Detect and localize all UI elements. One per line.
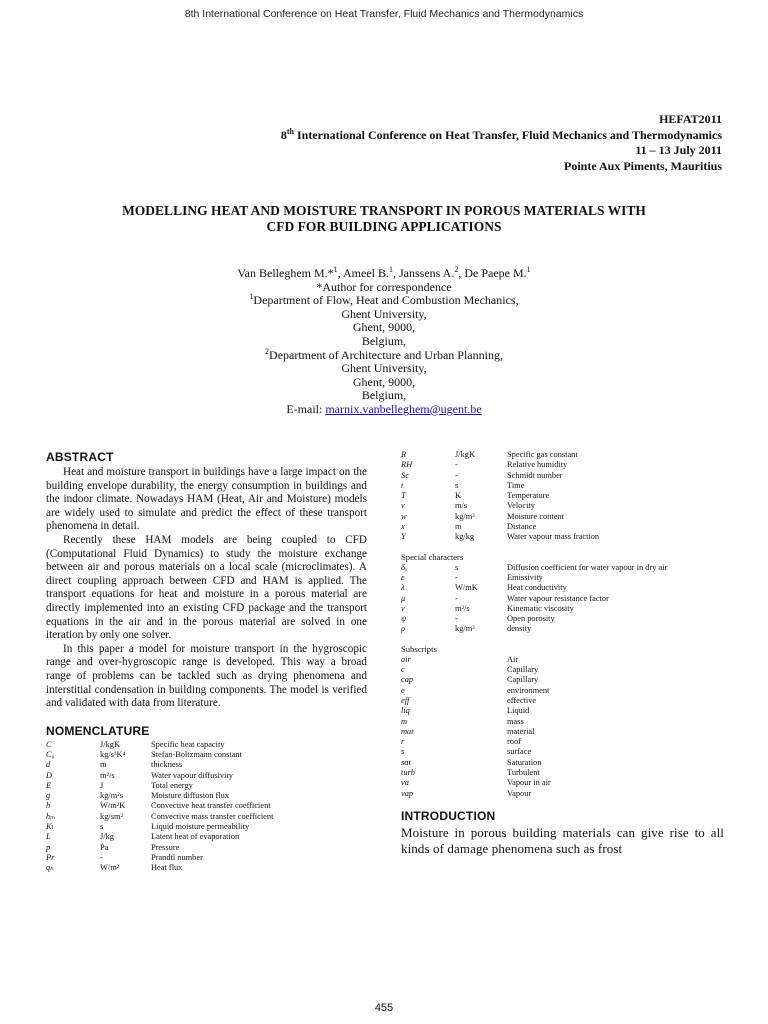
nomenclature-symbol: qₕ: [46, 863, 54, 873]
nomenclature-desc: Diffusion coefficient for water vapour in dry air: [507, 562, 668, 572]
nomenclature-desc: environment: [507, 685, 550, 695]
nomenclature-row: [401, 706, 724, 716]
nomenclature-desc: density: [507, 624, 532, 634]
nomenclature-unit: [455, 768, 507, 778]
nomenclature-desc: material: [507, 726, 535, 736]
nomenclature-unit: W/mK: [455, 583, 478, 593]
nomenclature-desc: Convective heat transfer coefficient: [151, 801, 271, 811]
nomenclature-unit: [455, 789, 507, 799]
nomenclature-desc: Prandtl number: [151, 852, 203, 862]
nomenclature-symbol: C₀: [46, 749, 55, 759]
nomenclature-unit: W/m²: [100, 863, 120, 873]
nomenclature-row: [401, 594, 724, 604]
nomenclature-row: [401, 614, 724, 624]
nomenclature-row: [401, 696, 724, 706]
nomenclature-row: [401, 655, 724, 665]
nomenclature-desc: Vapour in air: [507, 778, 551, 788]
nomenclature-symbol: δₐ: [401, 562, 408, 572]
nomenclature-symbol: T: [401, 491, 406, 501]
email-line: E-mail: marnix.vanbelleghem@ugent.be: [286, 401, 482, 416]
email-link[interactable]: marnix.vanbelleghem@ugent.be: [325, 401, 482, 416]
nomenclature-row: [401, 471, 724, 481]
nomenclature-unit: kg/m³: [455, 624, 475, 634]
affiliation-2-department: $^2$Department of Architecture and Urban Planning,: [265, 346, 503, 362]
nomenclature-unit: J/kg: [100, 832, 114, 842]
nomenclature-symbol: x: [401, 522, 405, 532]
nomenclature-unit: Pa: [100, 842, 109, 852]
nomenclature-row: [46, 832, 367, 842]
nomenclature-symbol: s: [401, 747, 405, 757]
nomenclature-desc: Specific gas constant: [507, 450, 578, 459]
nomenclature-row: [401, 450, 724, 460]
nomenclature-unit: kg/kg: [455, 532, 475, 542]
running-header: 8th International Conference on Heat Transfer, Fluid Mechanics and Thermodynamics: [184, 8, 584, 20]
nomenclature-table-left: [46, 740, 367, 874]
nomenclature-symbol: vap: [401, 788, 414, 798]
nomenclature-row: [401, 501, 724, 511]
nomenclature-desc: Open porosity: [507, 614, 555, 624]
nomenclature-unit: K: [455, 491, 462, 501]
nomenclature-desc: Water vapour diffusivity: [151, 770, 233, 780]
nomenclature-desc: Velocity: [507, 501, 535, 511]
nomenclature-desc: Heat conductivity: [507, 583, 567, 593]
nomenclature-symbol: ρ: [401, 624, 406, 634]
nomenclature-desc: Convective mass transfer coefficient: [151, 811, 274, 821]
nomenclature-desc: Liquid moisture permeability: [151, 822, 250, 832]
nomenclature-symbol: cap: [401, 675, 414, 685]
nomenclature-symbol: c: [401, 665, 405, 675]
nomenclature-desc: Moisture content: [507, 511, 564, 521]
nomenclature-symbol: sat: [401, 757, 411, 767]
nomenclature-unit: [455, 758, 507, 768]
nomenclature-desc: Schmidt number: [507, 470, 563, 480]
nomenclature-symbol: μ: [401, 593, 406, 603]
affiliation-1-university: Ghent University,: [341, 306, 427, 321]
nomenclature-symbol: g: [46, 791, 51, 801]
nomenclature-desc: Air: [507, 654, 519, 664]
nomenclature-unit: W/m²K: [100, 801, 126, 811]
nomenclature-row: [401, 758, 724, 768]
left-column: [46, 450, 367, 874]
nomenclature-unit: [455, 696, 507, 706]
nomenclature-desc: Turbulent: [507, 768, 540, 778]
nomenclature-row: [46, 760, 367, 770]
author-separator: ,: [337, 266, 343, 280]
abstract-paragraph-3: In this paper a model for moisture transport in the hygroscopic range and over-hygroscopic range is developed. This way a broad range of problems can be tackled such as drying phenomena and interstitial condensation in building components. The model is verified and validated with data from literature.: [46, 642, 367, 710]
nomenclature-desc: Capillary: [507, 675, 539, 685]
nomenclature-unit: kg/m²s: [100, 791, 123, 801]
abstract-paragraph-1: Heat and moisture transport in buildings have a large impact on the building envelope durability, the energy consumption in buildings and the indoor climate. Nowadays HAM (Heat, Air and Moisture) models are widely used to simulate and predict the effect of these transport phenomena in detail.: [46, 466, 367, 533]
nomenclature-desc: Specific heat capacity: [151, 739, 225, 749]
nomenclature-row: [401, 563, 724, 573]
nomenclature-row: [46, 812, 367, 822]
affiliation-2-city: Ghent, 9000,: [352, 374, 416, 389]
nomenclature-desc: Temperature: [507, 491, 550, 501]
nomenclature-symbol: r: [401, 737, 405, 747]
page-number: 455: [374, 1002, 394, 1014]
conference-info: [281, 112, 722, 174]
nomenclature-unit: kg/sm²: [100, 811, 123, 821]
conference-name: 8th International Conference on Heat Transfer, Fluid Mechanics and Thermodynamics: [280, 126, 722, 142]
author-affiliation-mark: 1: [389, 265, 393, 274]
introduction-heading: INTRODUCTION: [401, 808, 496, 823]
nomenclature-row: [401, 737, 724, 747]
nomenclature-unit: [455, 655, 507, 665]
nomenclature-row: [401, 573, 724, 583]
nomenclature-unit: [455, 737, 507, 747]
subscripts-heading: Subscripts: [401, 643, 437, 654]
author-separator: ,: [393, 266, 399, 280]
nomenclature-desc: Latent heat of evaporation: [151, 832, 240, 842]
nomenclature-desc: Water vapour mass fraction: [507, 532, 600, 542]
nomenclature-desc: mass: [507, 716, 524, 726]
nomenclature-desc: effective: [507, 695, 537, 705]
nomenclature-desc: roof: [507, 737, 521, 747]
nomenclature-symbol: air: [401, 654, 411, 664]
nomenclature-row: [401, 491, 724, 501]
author-name: Janssens A.: [399, 266, 455, 280]
nomenclature-unit: [455, 706, 507, 716]
nomenclature-desc: Kinematic viscosity: [507, 603, 574, 613]
affiliation-1-city: Ghent, 9000,: [352, 320, 416, 335]
special-characters-heading: Special characters: [401, 551, 464, 562]
nomenclature-symbol: ν: [401, 603, 405, 613]
affiliation-1-country: Belgium,: [361, 333, 407, 348]
correspondence-note: *Author for correspondence: [316, 279, 452, 294]
nomenclature-unit: [455, 747, 507, 757]
nomenclature-unit: s: [455, 562, 459, 572]
nomenclature-row: [401, 481, 724, 491]
nomenclature-symbol: Y: [401, 532, 406, 542]
nomenclature-unit: -: [100, 852, 103, 862]
nomenclature-symbol: va: [401, 778, 409, 788]
nomenclature-symbol: RH: [401, 460, 413, 470]
introduction-paragraph: Moisture in porous building materials can give rise to all kinds of damage phenomena such as frost: [401, 824, 724, 857]
nomenclature-symbol: ε: [401, 572, 405, 582]
affiliation-2-country: Belgium,: [361, 388, 407, 403]
paper-title: MODELLING HEAT AND MOISTURE TRANSPORT IN POROUS MATERIALS WITH CFD FOR BUILDING APPLICATIONS: [122, 203, 646, 234]
nomenclature-row: [46, 843, 367, 853]
nomenclature-row: [46, 853, 367, 863]
right-column: [401, 450, 724, 858]
nomenclature-desc: Time: [507, 480, 525, 490]
nomenclature-row: [46, 740, 367, 750]
nomenclature-row: [46, 781, 367, 791]
nomenclature-symbol: Kₗ: [46, 822, 54, 832]
nomenclature-unit: s: [100, 822, 104, 832]
nomenclature-symbol: E: [46, 780, 52, 790]
author-separator: ,: [458, 266, 465, 280]
nomenclature-symbol: w: [401, 511, 407, 521]
nomenclature-symbol: d: [46, 760, 51, 770]
nomenclature-symbol: D: [46, 770, 53, 780]
nomenclature-row: [401, 727, 724, 737]
nomenclature-row: [401, 532, 724, 542]
nomenclature-unit: m/s: [455, 501, 468, 511]
nomenclature-symbol: e: [401, 685, 405, 695]
author-name: De Paepe M.: [464, 266, 527, 280]
abstract-heading: ABSTRACT: [46, 450, 114, 464]
author-list: [84, 267, 684, 281]
nomenclature-table-right: [401, 450, 724, 543]
nomenclature-row: [401, 665, 724, 675]
nomenclature-unit: -: [455, 470, 458, 480]
nomenclature-row: [401, 624, 724, 634]
nomenclature-unit: [455, 665, 507, 675]
nomenclature-row: [401, 604, 724, 614]
nomenclature-desc: Water vapour resistance factor: [507, 593, 609, 603]
author-name: Van Belleghem M.*: [237, 266, 334, 280]
nomenclature-desc: Vapour: [507, 788, 532, 798]
nomenclature-unit: -: [455, 572, 458, 582]
nomenclature-symbol: λ: [401, 583, 405, 593]
nomenclature-unit: J/kgK: [455, 450, 476, 459]
nomenclature-unit: -: [455, 460, 458, 470]
nomenclature-row: [46, 863, 367, 873]
nomenclature-symbol: p: [46, 842, 51, 852]
nomenclature-desc: Moisture diffusion flux: [151, 791, 230, 801]
nomenclature-unit: m: [100, 760, 107, 770]
nomenclature-unit: -: [455, 614, 458, 624]
nomenclature-desc: surface: [507, 747, 532, 757]
nomenclature-unit: m: [455, 522, 462, 532]
affiliation-1-department: $^1$Department of Flow, Heat and Combustion Mechanics,: [249, 292, 519, 308]
nomenclature-row: [401, 522, 724, 532]
nomenclature-symbol: liq: [401, 706, 410, 716]
nomenclature-desc: Distance: [507, 522, 537, 532]
author-affiliation-mark: 1: [333, 265, 338, 274]
nomenclature-desc: Pressure: [151, 842, 180, 852]
author-block: [84, 267, 684, 417]
nomenclature-row: [401, 675, 724, 685]
nomenclature-desc: Total energy: [151, 780, 193, 790]
nomenclature-unit: [455, 727, 507, 737]
nomenclature-symbol: L: [46, 832, 51, 842]
nomenclature-unit: [455, 717, 507, 727]
nomenclature-unit: -: [455, 593, 458, 603]
nomenclature-row: [401, 747, 724, 757]
nomenclature-unit: kg/m³: [455, 511, 475, 521]
nomenclature-row: [401, 789, 724, 799]
nomenclature-heading: NOMENCLATURE: [46, 723, 150, 738]
affiliation-2-university: Ghent University,: [341, 361, 427, 376]
nomenclature-row: [401, 512, 724, 522]
conference-acronym: HEFAT2011: [659, 112, 722, 126]
conference-dates: 11 – 13 July 2011: [635, 143, 722, 157]
nomenclature-row: [401, 583, 724, 593]
nomenclature-symbol: R: [401, 450, 407, 459]
nomenclature-row: [46, 750, 367, 760]
subscripts-table: [401, 655, 724, 799]
nomenclature-row: [401, 768, 724, 778]
nomenclature-row: [46, 771, 367, 781]
abstract-paragraph-2: Recently these HAM models are being coupled to CFD (Computational Fluid Dynamics) to study the moisture exchange between air and porous materials on a local scale (microclimates). A direct coupling approach between CFD and HAM is applied. The transport equations for heat and moisture in a porous material are directly implemented into an existing CFD package and the transport equations in the air and in the porous material are solved in one iteration by only one solver.: [46, 533, 367, 642]
nomenclature-symbol: t: [401, 480, 404, 490]
nomenclature-row: [401, 778, 724, 788]
nomenclature-symbol: mat: [401, 726, 414, 736]
author-name: Ameel B.: [343, 266, 389, 280]
nomenclature-desc: Stefan-Boltzmann constant: [151, 749, 242, 759]
nomenclature-desc: thickness: [151, 760, 183, 770]
nomenclature-unit: s: [455, 480, 459, 490]
special-characters-table: [401, 563, 724, 635]
conference-location: Pointe Aux Piments, Mauritius: [564, 158, 722, 173]
nomenclature-unit: m²/s: [100, 770, 115, 780]
nomenclature-symbol: C: [46, 739, 52, 749]
nomenclature-row: [401, 686, 724, 696]
nomenclature-row: [401, 717, 724, 727]
nomenclature-desc: Liquid: [507, 706, 530, 716]
nomenclature-row: [46, 791, 367, 801]
nomenclature-unit: [455, 778, 507, 788]
nomenclature-unit: m²/s: [455, 603, 470, 613]
nomenclature-row: [46, 801, 367, 811]
nomenclature-unit: J: [100, 780, 104, 790]
nomenclature-unit: J/kgK: [100, 739, 121, 749]
nomenclature-symbol: ψ: [401, 614, 407, 624]
nomenclature-symbol: hₘ: [46, 811, 56, 821]
nomenclature-row: [46, 822, 367, 832]
nomenclature-unit: kg/s³K⁴: [100, 749, 126, 759]
nomenclature-row: [401, 460, 724, 470]
author-affiliation-mark: 2: [454, 265, 459, 274]
author-affiliation-mark: 1: [526, 265, 531, 274]
nomenclature-desc: Emissivity: [507, 572, 543, 582]
nomenclature-symbol: eff: [401, 695, 410, 705]
nomenclature-desc: Relative humidity: [507, 460, 568, 470]
nomenclature-unit: [455, 686, 507, 696]
nomenclature-symbol: turb: [401, 768, 415, 778]
nomenclature-symbol: Pr: [46, 852, 55, 862]
nomenclature-symbol: Sc: [401, 470, 409, 480]
nomenclature-symbol: h: [46, 801, 51, 811]
nomenclature-desc: Heat flux: [151, 863, 183, 873]
nomenclature-desc: Saturation: [507, 757, 542, 767]
nomenclature-symbol: m: [401, 716, 408, 726]
nomenclature-desc: Capillary: [507, 665, 539, 675]
nomenclature-symbol: v: [401, 501, 405, 511]
nomenclature-unit: [455, 675, 507, 685]
